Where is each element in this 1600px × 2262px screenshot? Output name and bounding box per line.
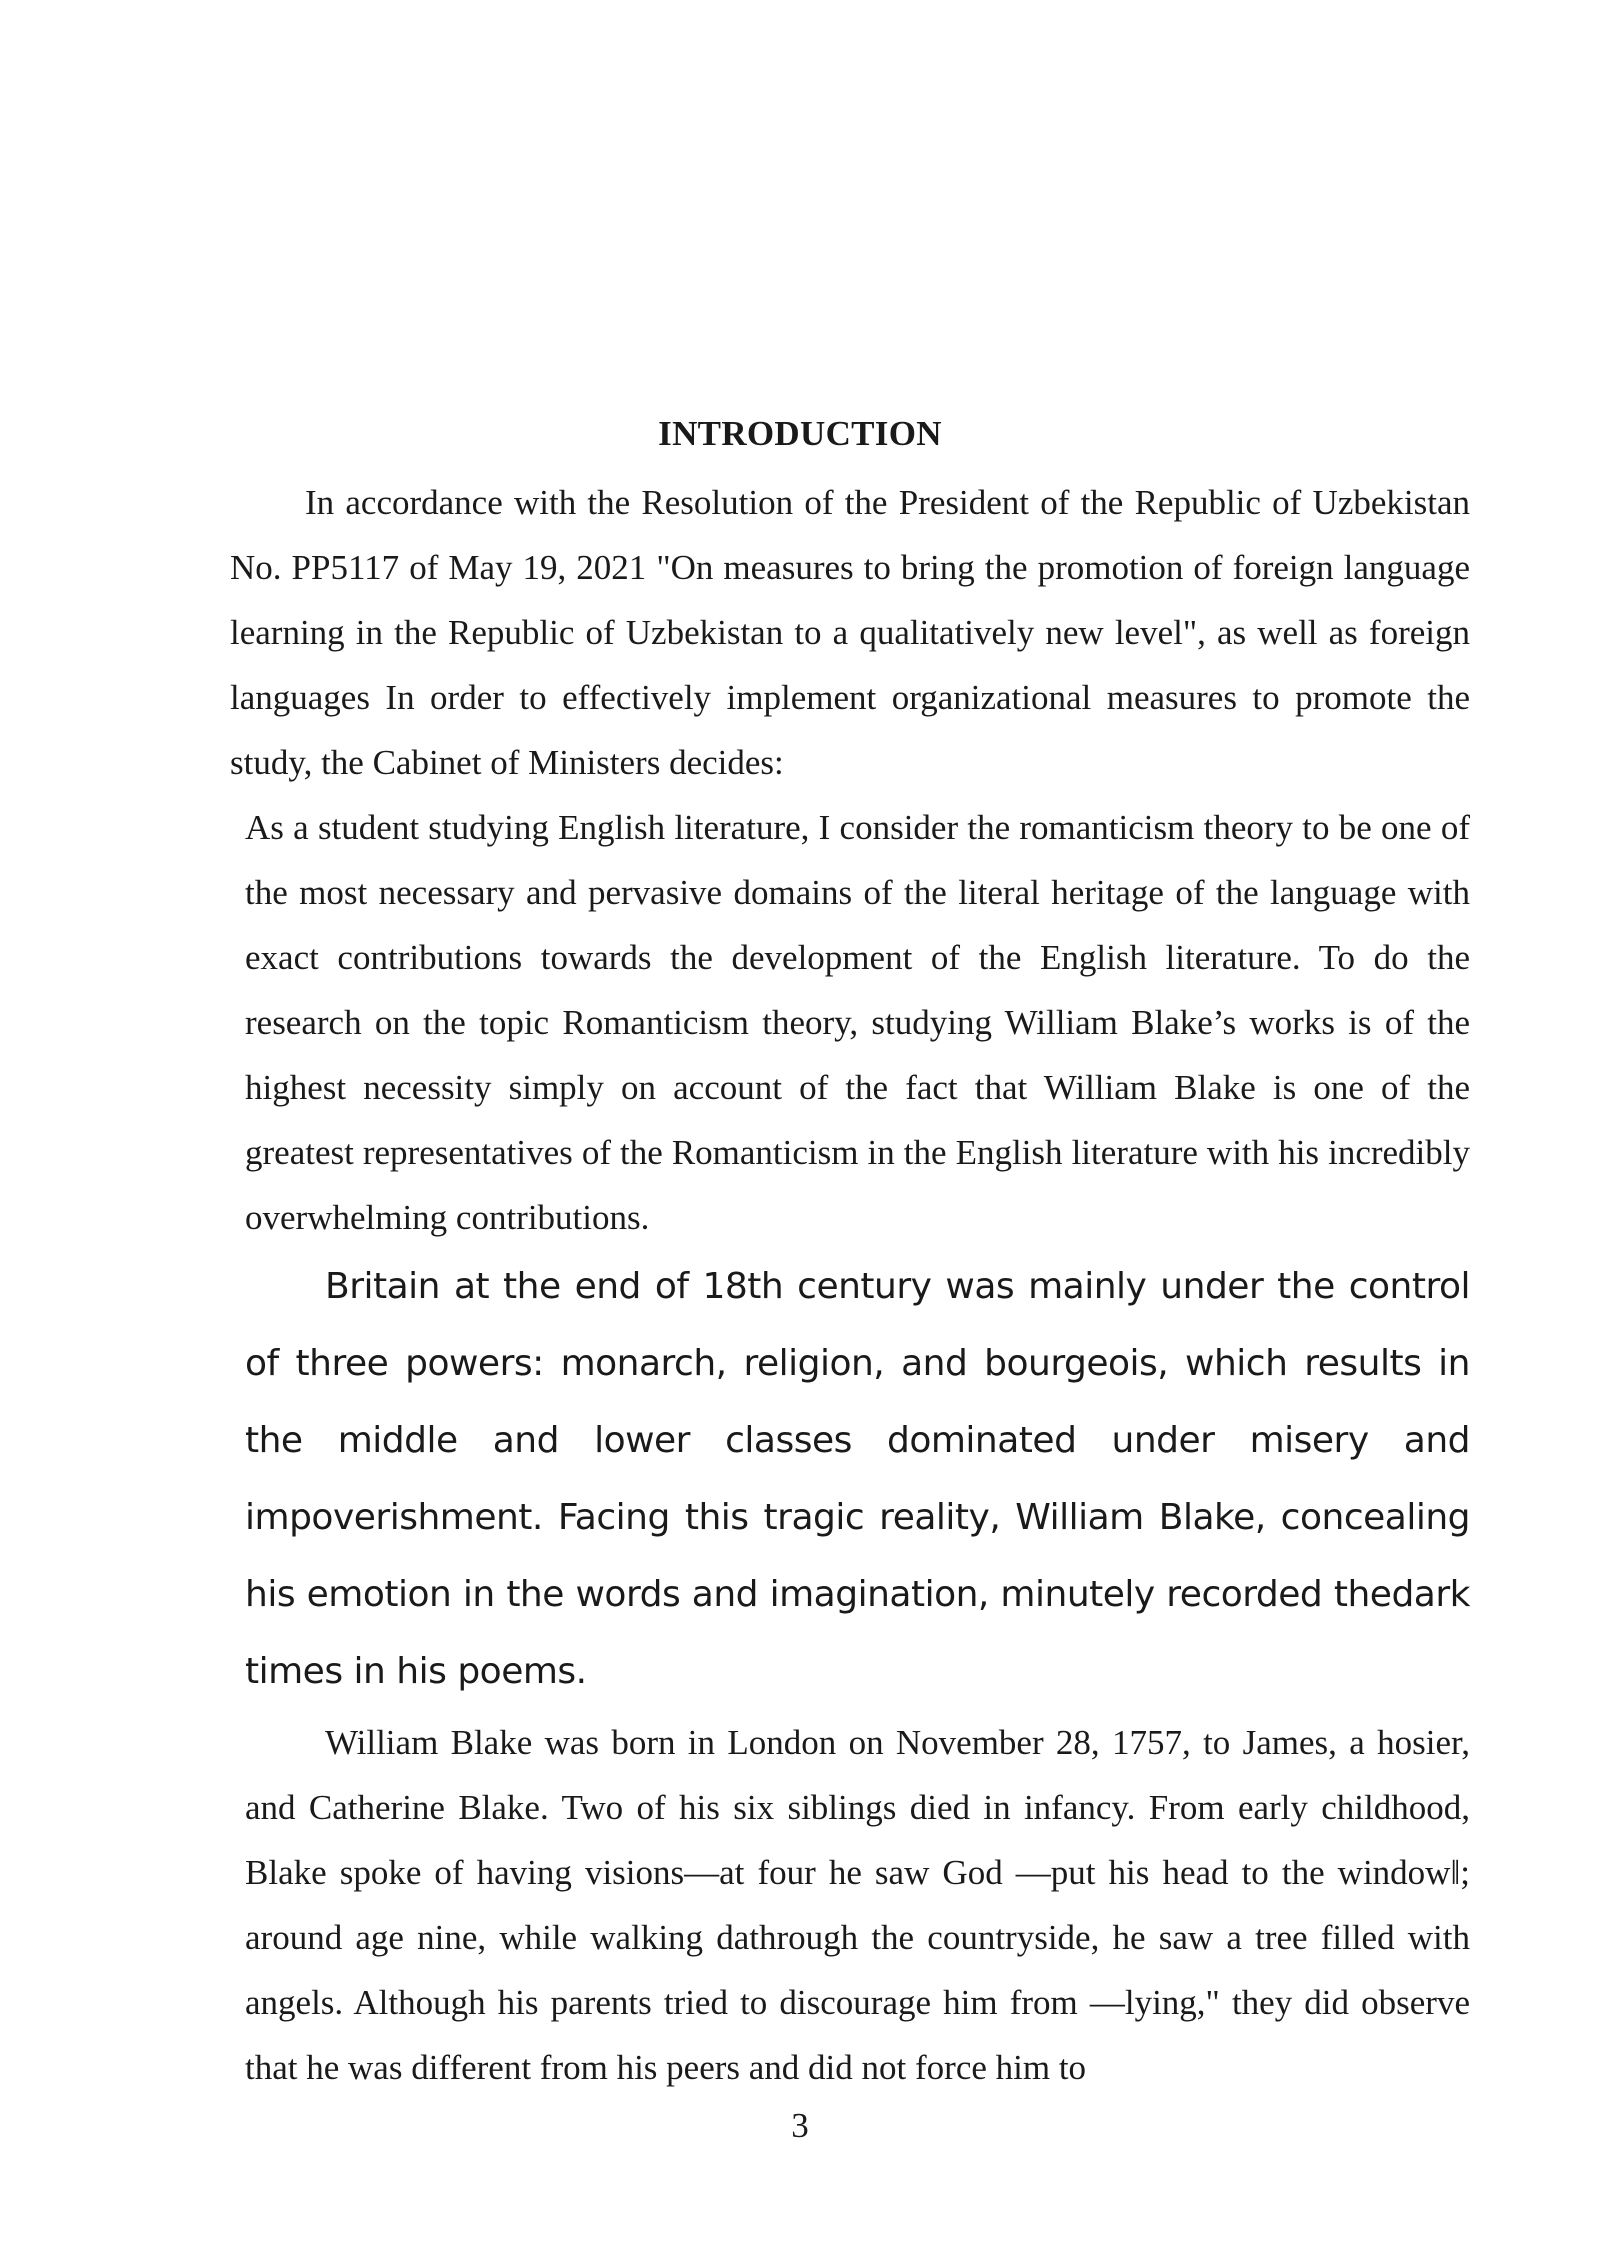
paragraph-britain-context: Britain at the end of 18th century was mainly under the control of three powers: monarch, religion, and bourgeois, which results in the middle and lower classes dominated under misery and impoverishment. Facing this tragic reality, William Blake, concealing his emotion in the words and imagination, minutely recorded thedark times in his poems.	[245, 1266, 1470, 1692]
paragraph-student-statement: As a student studying English literature, I consider the romanticism theory to be one of the most necessary and pervasive domains of the literal heritage of the language with exact contributions towards the development of the English literature. To do the research on the topic Romanticism theory, studying William Blake’s works is of the highest necessity simply on account of the fact that William Blake is one of the greatest representatives of the Romanticism in the English literature with his incredibly overwhelming contributions.	[245, 808, 1470, 1237]
page-number: 3	[791, 2106, 809, 2145]
paragraph-resolution: In accordance with the Resolution of the President of the Republic of Uzbekistan No. PP5117 of May 19, 2021 "On measures to bring the promotion of foreign language learning in the Republic of Uzbekistan to a qualitatively new level", as well as foreign languages In order to effectively implement organizational measures to promote the study, the Cabinet of Ministers decides:	[230, 483, 1470, 782]
paragraph-blake-biography: William Blake was born in London on November 28, 1757, to James, a hosier, and Catherine Blake. Two of his six siblings died in infancy. From early childhood, Blake spoke of having visions—at four he saw God —put his head to the window‖; around age nine, while walking dathrough the countryside, he saw a tree filled with angels. Although his parents tried to discourage him from —lying," they did observe that he was different from his peers and did not force him to	[245, 1723, 1470, 2087]
section-heading: INTRODUCTION	[658, 414, 942, 453]
